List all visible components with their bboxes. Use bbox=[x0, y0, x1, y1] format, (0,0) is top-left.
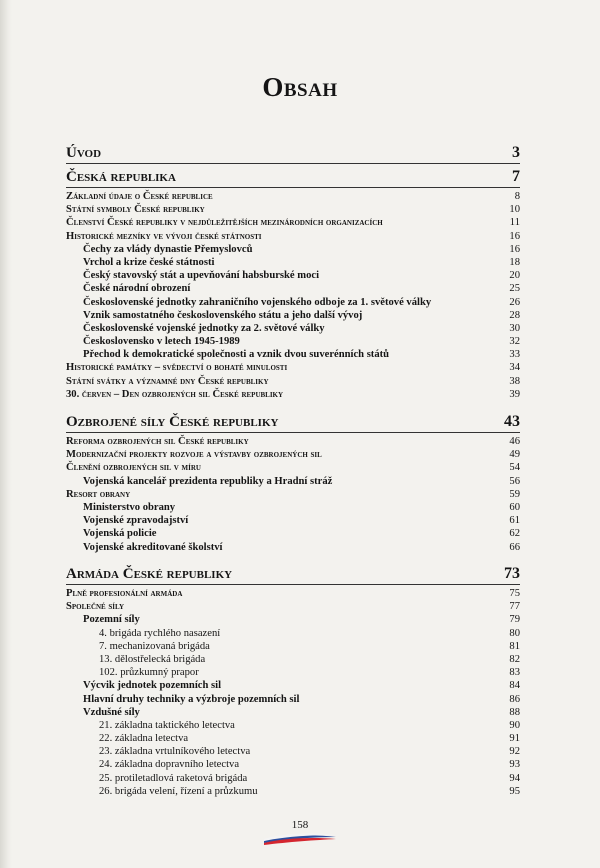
toc-entry[interactable] bbox=[66, 216, 520, 229]
toc-entry-page: 94 bbox=[509, 772, 520, 784]
toc-entry-title: Historické mezníky ve vývoji české státnosti bbox=[66, 230, 262, 242]
toc-section-heading[interactable] bbox=[66, 412, 520, 433]
toc-entry[interactable] bbox=[66, 600, 520, 613]
toc-entry-page: 38 bbox=[509, 375, 520, 387]
toc-entry-page: 82 bbox=[509, 653, 520, 665]
toc-section-heading[interactable] bbox=[66, 564, 520, 585]
toc-entry[interactable] bbox=[66, 527, 520, 540]
toc-entry-title: 13. dělostřelecká brigáda bbox=[99, 653, 206, 665]
toc-entry[interactable] bbox=[66, 256, 520, 269]
toc-entry-title: Vrchol a krize české státnosti bbox=[83, 256, 215, 268]
toc-entry[interactable] bbox=[66, 706, 520, 719]
toc-entry-page: 49 bbox=[509, 449, 520, 461]
toc-entry-title: Vojenská kancelář prezidenta republiky a Hradní stráž bbox=[83, 475, 333, 487]
toc-entry-title: 7. mechanizovaná brigáda bbox=[99, 640, 210, 652]
toc-entry-title: Vojenské akreditované školství bbox=[83, 541, 223, 553]
toc-entry[interactable] bbox=[66, 772, 520, 785]
toc-entry-title: Vojenské zpravodajství bbox=[83, 515, 189, 527]
toc-entry-page: 10 bbox=[509, 204, 520, 216]
toc-entry-page: 83 bbox=[509, 667, 520, 679]
section-title: Armáda České republiky bbox=[66, 566, 233, 582]
toc-entry[interactable] bbox=[66, 361, 520, 374]
toc-section-ozbrojene-sily bbox=[66, 412, 520, 554]
toc-entry-page: 33 bbox=[509, 349, 520, 361]
toc-entry[interactable] bbox=[66, 666, 520, 679]
toc-section-ceska-republika bbox=[66, 167, 520, 401]
toc-entry-page: 80 bbox=[509, 627, 520, 639]
toc-entry-title: Státní symboly České republiky bbox=[66, 204, 205, 216]
toc-entry-page: 90 bbox=[509, 719, 520, 731]
toc-entry-title: 25. protiletadlová raketová brigáda bbox=[99, 772, 248, 784]
toc-entry-title: Vojenská policie bbox=[83, 528, 157, 540]
toc-entry-title: Ministerstvo obrany bbox=[83, 501, 176, 513]
toc-entry-page: 16 bbox=[509, 243, 520, 255]
toc-entry-page: 91 bbox=[509, 733, 520, 745]
toc-entry[interactable] bbox=[66, 627, 520, 640]
toc-entry[interactable] bbox=[66, 243, 520, 256]
section-title: Ozbrojené síly České republiky bbox=[66, 414, 279, 430]
toc-entry[interactable] bbox=[66, 785, 520, 798]
section-title: Česká republika bbox=[66, 169, 176, 185]
toc-entry[interactable] bbox=[66, 322, 520, 335]
toc-entry-title: Členství České republiky v nejdůležitějších mezinárodních organizacích bbox=[66, 217, 383, 229]
toc-entry-page: 59 bbox=[509, 488, 520, 500]
toc-entry-page: 54 bbox=[509, 462, 520, 474]
toc-entry-page: 93 bbox=[509, 759, 520, 771]
toc-entry[interactable] bbox=[66, 514, 520, 527]
section-rows bbox=[66, 190, 520, 401]
toc-entry-title: 24. základna dopravního letectva bbox=[99, 759, 240, 771]
toc-entry-title: Český stavovský stát a upevňování habsburské moci bbox=[83, 270, 320, 282]
toc-entry-page: 79 bbox=[509, 614, 520, 626]
toc-entry-title: Výcvik jednotek pozemních sil bbox=[83, 680, 222, 692]
toc-entry-page: 28 bbox=[509, 309, 520, 321]
toc-entry[interactable] bbox=[66, 190, 520, 203]
toc-entry[interactable] bbox=[66, 541, 520, 554]
toc-entry[interactable] bbox=[66, 745, 520, 758]
section-rows bbox=[66, 587, 520, 798]
toc-entry-page: 86 bbox=[509, 693, 520, 705]
toc-entry-page: 62 bbox=[509, 528, 520, 540]
toc-entry[interactable] bbox=[66, 719, 520, 732]
toc-entry-title: Historické památky – svědectví o bohaté minulosti bbox=[66, 362, 288, 374]
flag-swoosh-icon bbox=[262, 832, 338, 846]
toc-entry-title: Členění ozbrojených sil v míru bbox=[66, 462, 201, 474]
toc-entry-page: 34 bbox=[509, 362, 520, 374]
toc-entry-page: 56 bbox=[509, 475, 520, 487]
toc-entry-page: 8 bbox=[514, 191, 520, 202]
toc-entry-title: Československé vojenské jednotky za 2. světové války bbox=[83, 322, 325, 334]
toc-entry-page: 84 bbox=[509, 680, 520, 692]
toc-entry[interactable] bbox=[66, 501, 520, 514]
toc-entry-title: Československé jednotky zahraničního vojenského odboje za 1. světové války bbox=[83, 296, 432, 308]
toc-section-uvod bbox=[66, 143, 520, 166]
toc-entry-page: 92 bbox=[509, 746, 520, 758]
toc-entry-title: Pozemní síly bbox=[83, 614, 140, 626]
section-title: Úvod bbox=[66, 145, 102, 161]
toc-entry-title: 21. základna taktického letectva bbox=[99, 719, 235, 731]
toc-entry[interactable] bbox=[66, 348, 520, 361]
toc-entry[interactable] bbox=[66, 230, 520, 243]
toc-entry[interactable] bbox=[66, 335, 520, 348]
toc-entry-title: Hlavní druhy techniky a výzbroje pozemních sil bbox=[83, 693, 300, 705]
toc-entry-title: Základní údaje o České republice bbox=[66, 191, 213, 202]
toc-entry-title: Čechy za vlády dynastie Přemyslovců bbox=[83, 243, 253, 255]
toc-entry-page: 32 bbox=[509, 336, 520, 348]
toc-entry[interactable] bbox=[66, 435, 520, 448]
toc-section-armada bbox=[66, 564, 520, 798]
toc-entry-title: Společné síly bbox=[66, 601, 125, 613]
toc-entry[interactable] bbox=[66, 269, 520, 282]
toc-entry-page: 81 bbox=[509, 640, 520, 652]
toc-entry[interactable] bbox=[66, 732, 520, 745]
toc-entry[interactable] bbox=[66, 375, 520, 388]
toc-entry-page: 95 bbox=[509, 785, 520, 797]
toc-entry-title: Vzdušné síly bbox=[83, 706, 140, 718]
toc-entry-page: 18 bbox=[509, 256, 520, 268]
toc-entry-title: 26. brigáda velení, řízení a průzkumu bbox=[99, 785, 258, 797]
toc-entry[interactable] bbox=[66, 693, 520, 706]
toc-entry[interactable] bbox=[66, 461, 520, 474]
toc-entry-title: Přechod k demokratické společnosti a vznik dvou suverénních států bbox=[83, 349, 390, 361]
toc-entry[interactable] bbox=[66, 758, 520, 771]
toc-entry-page: 66 bbox=[509, 541, 520, 553]
toc-entry-title: 22. základna letectva bbox=[99, 733, 189, 745]
toc-entry[interactable] bbox=[66, 475, 520, 488]
toc-section-heading[interactable] bbox=[66, 143, 520, 164]
toc-entry[interactable] bbox=[66, 282, 520, 295]
section-rows bbox=[66, 435, 520, 554]
toc-section-heading[interactable] bbox=[66, 167, 520, 188]
toc-entry-title: 23. základna vrtulníkového letectva bbox=[99, 746, 251, 758]
toc-entry-page: 77 bbox=[509, 601, 520, 613]
section-page-number: 43 bbox=[504, 413, 520, 430]
toc-entry-page: 16 bbox=[509, 230, 520, 242]
toc-entry-title: Státní svátky a významné dny České republiky bbox=[66, 375, 269, 387]
section-page-number: 73 bbox=[504, 565, 520, 582]
toc-entry[interactable] bbox=[66, 488, 520, 501]
toc-entry-title: Reforma ozbrojených sil České republiky bbox=[66, 436, 249, 447]
toc-entry-page: 11 bbox=[509, 217, 520, 229]
toc-entry-title: Modernizační projekty rozvoje a výstavby ozbrojených sil bbox=[66, 449, 322, 461]
toc-entry-title: 102. průzkumný prapor bbox=[99, 667, 199, 679]
toc-entry-page: 25 bbox=[509, 283, 520, 295]
toc-entry-title: Plně profesionální armáda bbox=[66, 588, 183, 599]
toc-entry-page: 20 bbox=[509, 270, 520, 282]
toc-entry[interactable] bbox=[66, 587, 520, 600]
toc-entry[interactable] bbox=[66, 653, 520, 666]
page-number: 158 bbox=[291, 819, 309, 831]
toc-entry[interactable] bbox=[66, 448, 520, 461]
toc-entry[interactable] bbox=[66, 679, 520, 692]
toc-entry-title: 30. červen – Den ozbrojených sil České republiky bbox=[66, 388, 284, 400]
toc-entry-page: 26 bbox=[509, 296, 520, 308]
section-page-number: 3 bbox=[512, 144, 520, 161]
toc-entry-page: 30 bbox=[509, 322, 520, 334]
toc-entry-page: 39 bbox=[509, 388, 520, 400]
page-edge-shadow bbox=[0, 0, 12, 868]
toc-entry-page: 61 bbox=[509, 515, 520, 527]
page-title: Obsah bbox=[262, 72, 338, 102]
toc-entry[interactable] bbox=[66, 309, 520, 322]
toc-entry-page: 60 bbox=[509, 501, 520, 513]
toc-entry-page: 46 bbox=[509, 436, 520, 447]
toc-entry[interactable] bbox=[66, 640, 520, 653]
toc-entry-title: Vznik samostatného československého státu a jeho další vývoj bbox=[83, 309, 363, 321]
toc-entry-title: Resort obrany bbox=[66, 488, 131, 500]
section-page-number: 7 bbox=[512, 168, 520, 185]
toc-entry-title: Československo v letech 1945-1989 bbox=[83, 336, 240, 348]
toc-entry-page: 88 bbox=[509, 706, 520, 718]
toc-entry[interactable] bbox=[66, 203, 520, 216]
toc-entry-title: České národní obrození bbox=[83, 283, 191, 295]
toc-entry-title: 4. brigáda rychlého nasazení bbox=[99, 627, 221, 639]
toc-entry-page: 75 bbox=[509, 588, 520, 599]
toc-entry[interactable] bbox=[66, 388, 520, 401]
toc-entry[interactable] bbox=[66, 296, 520, 309]
toc-entry[interactable] bbox=[66, 613, 520, 626]
